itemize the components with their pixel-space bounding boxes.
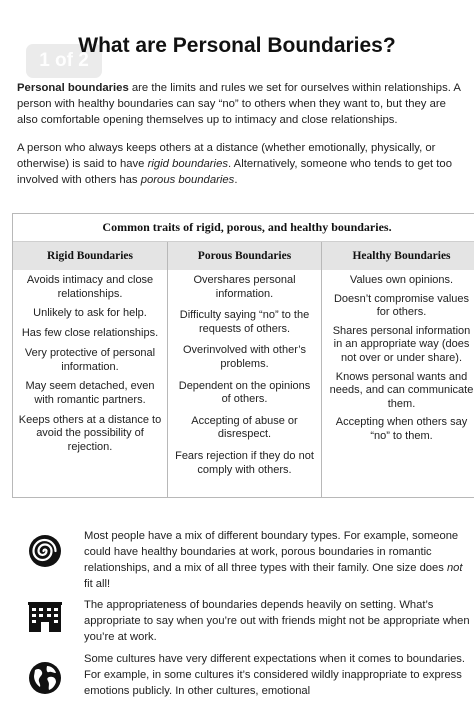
- porous-boundaries-column: [168, 242, 322, 498]
- trait-item: May seem detached, even with romantic partners.: [25, 380, 155, 406]
- column-header: Healthy Boundaries: [322, 242, 474, 270]
- intro-paragraph-text: are the limits and rules we set for ourselves within relationships. A person with healthy boundaries can say “no” to others when they want to, but they are also comfortable opening themselves up to intimacy and close relationships.: [17, 82, 461, 127]
- column-header: Porous Boundaries: [168, 242, 321, 270]
- column-header: Rigid Boundaries: [13, 242, 167, 270]
- note-text: Some cultures have very different expectations when it comes to boundaries. For example, in some cultures it’s considered wildly inappropriate to express emotions publicly. In other cultures, emotional: [84, 653, 465, 697]
- trait-item: Overinvolved with other’s problems.: [182, 344, 307, 370]
- trait-item: Avoids intimacy and close relationships.: [26, 274, 154, 300]
- trait-item: Dependent on the opinions of others.: [178, 379, 311, 406]
- globe-icon: [28, 661, 62, 695]
- trait-item: Doesn’t compromise values for others.: [333, 292, 470, 319]
- note-text: [84, 528, 474, 592]
- note-text-b: fit all!: [84, 578, 111, 590]
- trait-item: Very protective of personal information.: [24, 346, 156, 373]
- trait-item: Accepting of abuse or disrespect.: [191, 414, 298, 441]
- boundary-traits-table: [12, 213, 474, 498]
- trait-item: Accepting when others say “no” to them.: [335, 416, 468, 442]
- trait-item: Unlikely to ask for help.: [33, 307, 147, 320]
- trait-item: Has few close relationships.: [21, 327, 159, 340]
- trait-item: Overshares personal information.: [193, 274, 296, 300]
- note-text-a: Most people have a mix of different boundary types. For example, someone could have healthy boundaries at work, porous boundaries in romantic relationships, and a mix of all three types with their family. One size does: [84, 530, 459, 574]
- intro-paragraph: [17, 80, 469, 129]
- rigid-boundaries-column: [13, 242, 168, 498]
- healthy-boundaries-column: [322, 242, 474, 498]
- emphasis-not: not: [446, 562, 463, 574]
- spiral-icon: [28, 534, 62, 568]
- boundary-types-text-b: . Alternatively, someone who tends to get too involved with others has: [17, 158, 452, 187]
- trait-item: Keeps others at a distance to avoid the possibility of rejection.: [18, 413, 162, 453]
- term-porous-boundaries: porous boundaries: [140, 174, 235, 187]
- page-indicator: 1 of 2: [26, 44, 102, 78]
- boundary-types-paragraph: [17, 140, 469, 189]
- term-personal-boundaries: Personal boundaries: [17, 82, 129, 94]
- boundary-types-text-a: A person who always keeps others at a distance (whether emotionally, physically, or otherwise) is said to have: [17, 142, 436, 171]
- trait-item: Fears rejection if they do not comply with others.: [175, 449, 314, 476]
- trait-item: Values own opinions.: [349, 274, 454, 286]
- term-rigid-boundaries: rigid boundaries: [147, 158, 228, 171]
- trait-item: Knows personal wants and needs, and can communicate them.: [329, 370, 474, 410]
- office-building-icon: [28, 600, 62, 634]
- note-text: The appropriateness of boundaries depends heavily on setting. What’s appropriate to say when you’re out with friends might not be appropriate when you’re at work.: [84, 599, 470, 643]
- boundary-types-text-c: .: [234, 174, 238, 187]
- page-title: What are Personal Boundaries?: [78, 34, 396, 57]
- trait-item: Difficulty saying “no” to the requests of others.: [179, 309, 310, 335]
- trait-item: Shares personal information in an appropriate way (does not over or under share).: [332, 324, 471, 364]
- table-heading: Common traits of rigid, porous, and healthy boundaries.: [13, 214, 474, 242]
